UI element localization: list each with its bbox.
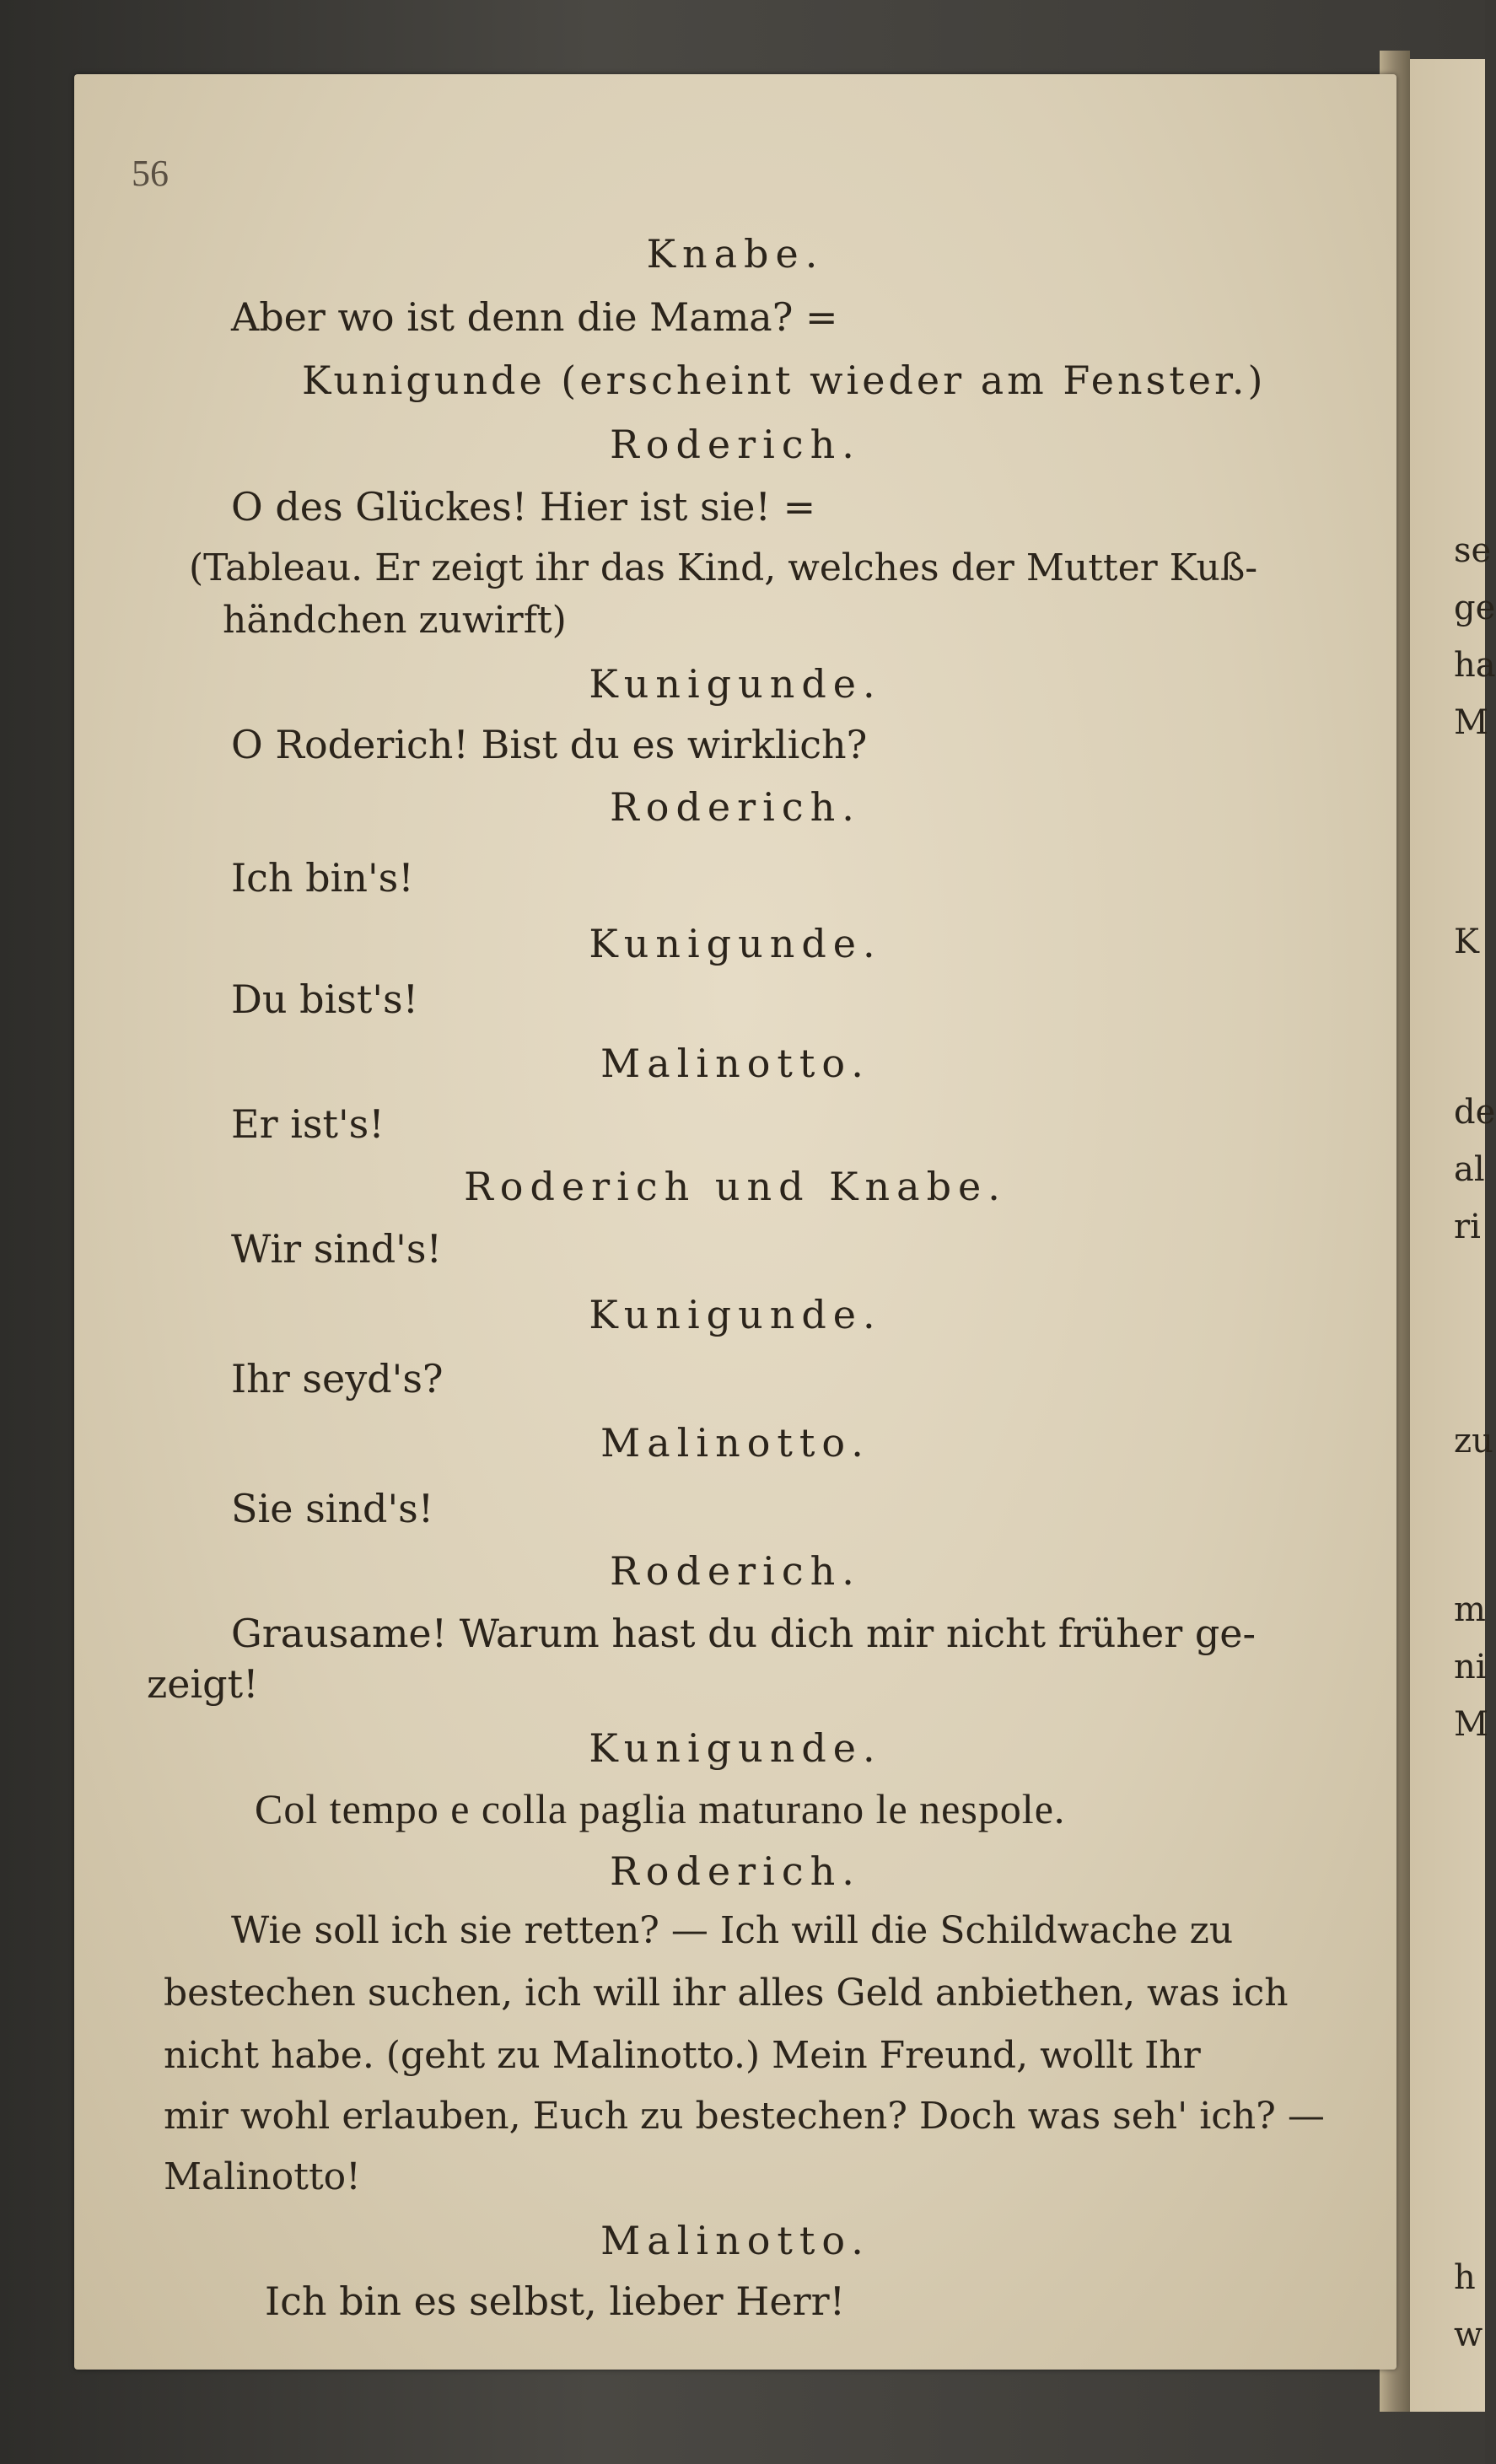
facing-page-fragment: zu (1454, 1422, 1493, 1461)
speaker-heading: Roderich. (610, 784, 861, 830)
dialogue-line: Er ist's! (231, 1101, 385, 1147)
speaker-heading: Malinotto. (600, 1420, 870, 1466)
book-page (74, 74, 1396, 2370)
speaker-heading: Kunigunde. (589, 1725, 882, 1771)
speaker-heading: Roderich. (610, 1848, 861, 1894)
facing-page-fragment: M (1454, 1705, 1488, 1744)
facing-page-fragment: M (1454, 703, 1488, 742)
speaker-heading: Roderich. (610, 422, 861, 467)
dialogue-line: O Roderich! Bist du es wirklich? (231, 722, 868, 767)
speaker-heading: Kunigunde. (589, 921, 882, 966)
facing-page-fragment: se (1454, 531, 1492, 570)
speaker-heading: Kunigunde. (589, 661, 882, 707)
facing-page-fragment: ni (1454, 1648, 1487, 1687)
speaker-heading: Malinotto. (600, 1041, 870, 1086)
stage-direction-line: händchen zuwirft) (223, 599, 567, 642)
dialogue-line: Ich bin es selbst, lieber Herr! (265, 2278, 846, 2324)
dialogue-line: Grausame! Warum hast du dich mir nicht früher ge- (231, 1611, 1257, 1656)
dialogue-line: Aber wo ist denn die Mama? = (231, 294, 838, 340)
facing-page-fragment: m (1454, 1590, 1486, 1629)
facing-page-fragment: de (1454, 1093, 1496, 1132)
dialogue-line: zeigt! (147, 1661, 259, 1707)
facing-page-fragment: ha (1454, 646, 1496, 685)
dialogue-line: Ihr seyd's? (231, 1356, 444, 1401)
facing-page-fragment: ge (1454, 589, 1496, 627)
dialogue-line: Wie soll ich sie retten? — Ich will die Schildwache zu (231, 1909, 1234, 1952)
speaker-heading: Roderich und Knabe. (464, 1164, 1007, 1209)
speaker-heading: Knabe. (646, 231, 825, 277)
facing-page-edge (1410, 59, 1496, 2412)
dialogue-line: Ich bin's! (231, 855, 414, 901)
speaker-heading: Kunigunde. (589, 1292, 882, 1337)
dialogue-line: Sie sind's! (231, 1486, 434, 1531)
facing-page-fragment: K (1454, 923, 1479, 961)
dialogue-line: mir wohl erlauben, Euch zu bestechen? Doch was seh' ich? — (164, 2095, 1325, 2138)
dialogue-line: Malinotto! (164, 2155, 361, 2198)
dialogue-line: Wir sind's! (231, 1226, 442, 1272)
dialogue-line: O des Glückes! Hier ist sie! = (231, 484, 816, 530)
italian-proverb-line: Col tempo e colla paglia maturano le nespole. (255, 1785, 1066, 1832)
stage-direction-line: (Tableau. Er zeigt ihr das Kind, welches der Mutter Kuß- (189, 546, 1258, 589)
facing-page-fragment: ri (1454, 1208, 1481, 1246)
dialogue-line: bestechen suchen, ich will ihr alles Geld anbiethen, was ich (164, 1972, 1289, 2015)
speaker-heading: Malinotto. (600, 2218, 870, 2263)
facing-page-fragment: al (1454, 1150, 1485, 1189)
speaker-heading: Roderich. (610, 1548, 861, 1594)
speaker-heading-with-direction: Kunigunde (erscheint wieder am Fenster.) (302, 358, 1267, 403)
facing-page-fragment: w (1454, 2316, 1483, 2354)
dialogue-line: nicht habe. (geht zu Malinotto.) Mein Freund, wollt Ihr (164, 2034, 1201, 2077)
dialogue-line: Du bist's! (231, 976, 419, 1022)
page-number: 56 (132, 153, 169, 194)
facing-page-fragment: h (1454, 2258, 1476, 2297)
